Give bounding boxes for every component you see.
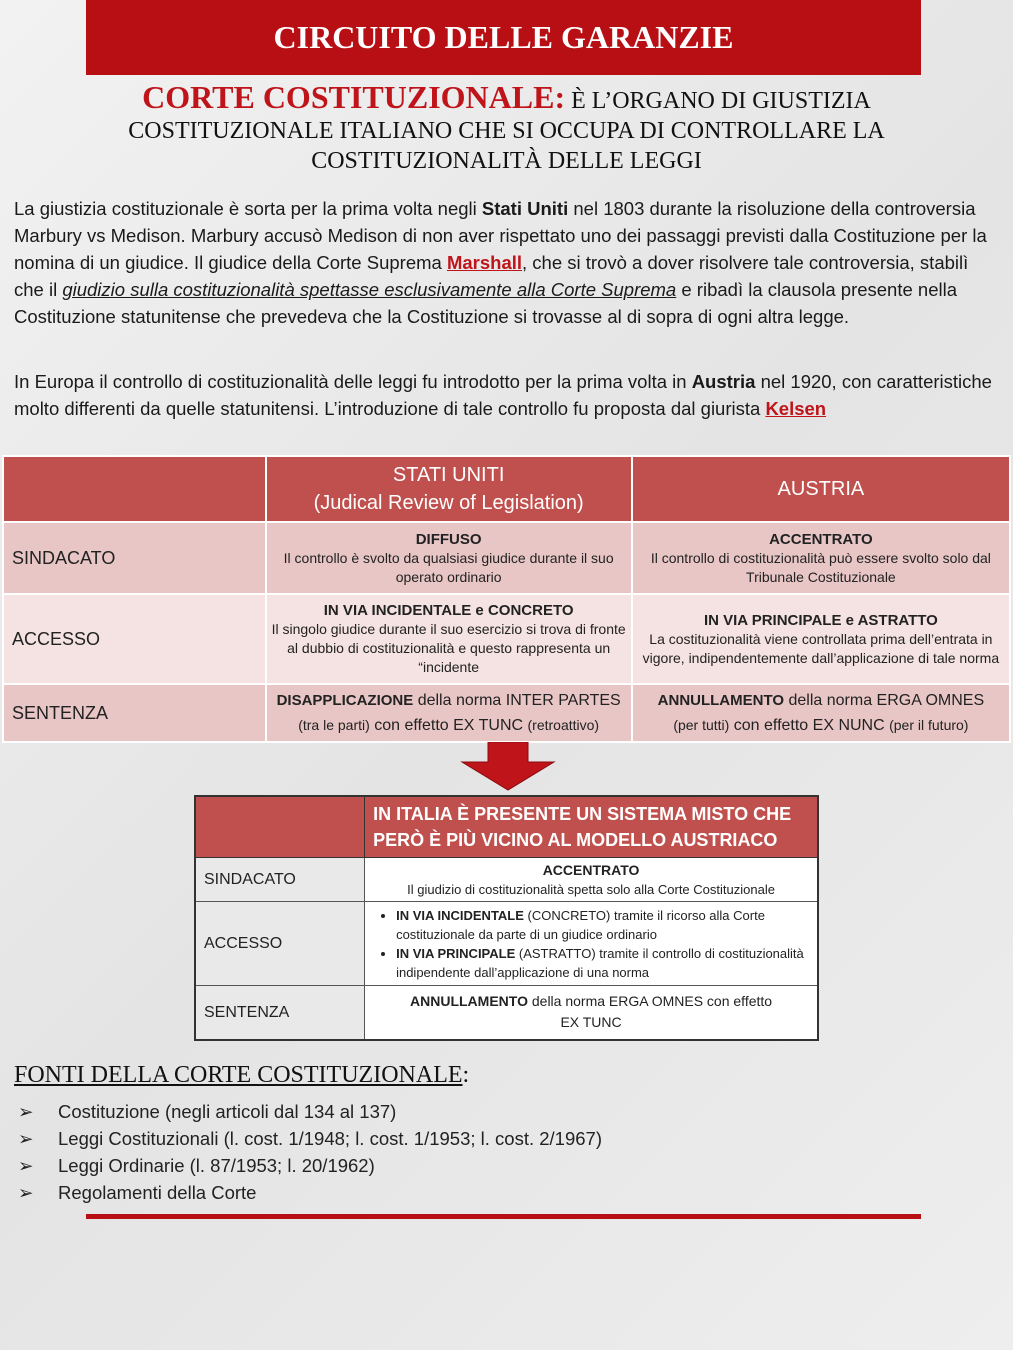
cell bbox=[266, 522, 632, 594]
arrow-bullet-icon: ➢ bbox=[18, 1128, 34, 1149]
list-item bbox=[396, 944, 816, 982]
fonti-list bbox=[18, 1098, 602, 1206]
table-row bbox=[195, 986, 818, 1040]
page-title-banner bbox=[86, 0, 921, 75]
table-header-austria: AUSTRIA bbox=[632, 456, 1010, 522]
list-item-text: Leggi Costituzionali (l. cost. 1/1948; l. cost. 1/1953; l. cost. 2/1967) bbox=[58, 1128, 602, 1149]
para-text: La giustizia costituzionale è sorta per la prima volta negli bbox=[14, 198, 482, 219]
cell-small: (retroattivo) bbox=[527, 717, 600, 733]
fonti-title-text: FONTI DELLA CORTE COSTITUZIONALE bbox=[14, 1062, 463, 1088]
italy-header: IN ITALIA È PRESENTE UN SISTEMA MISTO CHE PERÒ È PIÙ VICINO AL MODELLO AUSTRIACO bbox=[365, 796, 818, 858]
cell-text: Il controllo è svolto da qualsiasi giudice durante il suo operato ordinario bbox=[283, 549, 614, 585]
kelsen-link[interactable]: Kelsen bbox=[765, 398, 827, 419]
cell-small: (tra le parti) bbox=[298, 717, 370, 733]
cell-heading: IN VIA PRINCIPALE e ASTRATTO bbox=[703, 611, 938, 629]
row-label: SENTENZA bbox=[195, 986, 365, 1040]
para-text: e ribadì la clausola presente nella Costituzione statunitense che prevedeva che la Costituzione si trovasse al di sopra di ogni altra legge. bbox=[14, 279, 957, 327]
table-row bbox=[195, 858, 818, 902]
cell bbox=[632, 684, 1010, 742]
cell bbox=[632, 594, 1010, 684]
table-header-empty bbox=[3, 456, 266, 522]
row-label: SINDACATO bbox=[3, 522, 266, 594]
italy-header-empty bbox=[195, 796, 365, 858]
cell-bold: ANNULLAMENTO bbox=[410, 993, 528, 1010]
table-row bbox=[195, 902, 818, 986]
table-row bbox=[3, 522, 1010, 594]
cell bbox=[365, 902, 818, 986]
usa-subtitle: (Judical Review of Legislation) bbox=[313, 492, 584, 514]
cell-text: della norma INTER PARTES bbox=[413, 692, 621, 709]
cell-text: con effetto EX NUNC bbox=[729, 717, 890, 734]
cell bbox=[266, 594, 632, 684]
arrow-bullet-icon: ➢ bbox=[18, 1101, 34, 1122]
cell-text: Il giudizio di costituzionalità spetta solo alla Corte Costituzionale bbox=[407, 881, 775, 897]
comparison-table bbox=[2, 455, 1011, 743]
list-item bbox=[396, 906, 816, 944]
para-bold: Austria bbox=[691, 371, 756, 392]
row-label: SINDACATO bbox=[195, 858, 365, 902]
cell bbox=[266, 684, 632, 742]
cell-text: Il controllo di costituzionalità può essere svolto solo dal Tribunale Costituzionale bbox=[650, 549, 991, 585]
list-item-text: Costituzione (negli articoli dal 134 al 137) bbox=[58, 1101, 397, 1122]
row-label: ACCESSO bbox=[3, 594, 266, 684]
cell bbox=[632, 522, 1010, 594]
para-text: nel 1803 durante la risoluzione della controversia Marbury vs Medison. Marbury accusò Medison di non aver rispettato uno dei passaggi previsti dalla Costituzione per la nomina di un giudice. Il giudice della Corte Suprema bbox=[14, 198, 987, 273]
marshall-link[interactable]: Marshall bbox=[446, 252, 523, 273]
row-label: ACCESSO bbox=[195, 902, 365, 986]
paragraph-usa bbox=[14, 195, 999, 330]
cell-small: (per tutti) bbox=[673, 717, 730, 733]
row-label: SENTENZA bbox=[3, 684, 266, 742]
list-item bbox=[18, 1098, 602, 1125]
subtitle-highlight: CORTE COSTITUZIONALE: bbox=[142, 79, 566, 115]
table-row bbox=[3, 684, 1010, 742]
paragraph-europe bbox=[14, 368, 999, 422]
para-text: In Europa il controllo di costituzionalità delle leggi fu introdotto per la prima volta in bbox=[14, 371, 692, 392]
cell-text: La costituzionalità viene controllata prima dell’entrata in vigore, indipendentemente dall’applicazione di tale norma bbox=[642, 630, 1000, 666]
cell-heading: IN VIA INCIDENTALE e CONCRETO bbox=[323, 602, 574, 619]
down-arrow-icon bbox=[460, 742, 556, 792]
cell-heading: DIFFUSO bbox=[415, 530, 482, 548]
item-bold: IN VIA INCIDENTALE bbox=[396, 907, 524, 923]
para-text: nel 1920, con caratteristiche molto differenti da quelle statunitensi. L’introduzione di tale controllo fu proposta dal giurista bbox=[14, 371, 992, 419]
cell bbox=[365, 858, 818, 902]
italy-table bbox=[194, 795, 819, 1041]
list-item-text: Regolamenti della Corte bbox=[58, 1182, 257, 1203]
cell-bold: DISAPPLICAZIONE bbox=[276, 692, 414, 709]
fonti-title-colon: : bbox=[462, 1062, 470, 1088]
arrow-bullet-icon: ➢ bbox=[18, 1182, 34, 1203]
subtitle-text: È L’ORGANO DI GIUSTIZIA COSTITUZIONALE ITALIANO CHE SI OCCUPA DI CONTROLLARE LA COSTITUZIONALITÀ DELLE LEGGI bbox=[128, 88, 885, 174]
fonti-title bbox=[14, 1062, 469, 1089]
cell bbox=[365, 986, 818, 1040]
cell-heading: ACCENTRATO bbox=[769, 530, 873, 548]
para-text: , che si trovò a dover risolvere tale controversia, stabilì che il bbox=[14, 252, 969, 300]
para-underlined: giudizio sulla costituzionalità spettasse esclusivamente alla Corte Suprema bbox=[62, 279, 677, 300]
arrow-bullet-icon: ➢ bbox=[18, 1155, 34, 1176]
item-text: (CONCRETO) tramite il ricorso alla Corte costituzionale da parte di un giudice ordinario bbox=[396, 907, 765, 942]
item-bold: IN VIA PRINCIPALE bbox=[396, 945, 516, 961]
page-title: CIRCUITO DELLE GARANZIE bbox=[273, 19, 734, 55]
cell-text: della norma ERGA OMNES bbox=[784, 692, 985, 709]
subtitle bbox=[40, 79, 973, 176]
cell-text: con effetto EX TUNC bbox=[369, 717, 528, 734]
table-row bbox=[3, 594, 1010, 684]
cell-small: (per il futuro) bbox=[889, 717, 969, 733]
usa-title: STATI UNITI bbox=[392, 464, 505, 486]
cell-text: della norma ERGA OMNES con effetto EX TUNC bbox=[527, 993, 773, 1031]
list-item bbox=[18, 1125, 602, 1152]
list-item-text: Leggi Ordinarie (l. 87/1953; l. 20/1962) bbox=[58, 1155, 375, 1176]
para-bold: Stati Uniti bbox=[481, 198, 569, 219]
table-header-usa bbox=[266, 456, 632, 522]
item-text: (ASTRATTO) tramite il controllo di costituzionalità indipendente dall’applicazione di una norma bbox=[396, 945, 804, 980]
cell-text: Il singolo giudice durante il suo esercizio si trova di fronte al dubbio di costituzionalità e questo rappresenta un “incidente bbox=[271, 621, 626, 675]
list-item bbox=[18, 1179, 602, 1206]
cell-bold: ANNULLAMENTO bbox=[657, 692, 785, 709]
cell-heading: ACCENTRATO bbox=[542, 861, 640, 878]
bottom-divider bbox=[86, 1214, 921, 1219]
list-item bbox=[18, 1152, 602, 1179]
access-list bbox=[366, 906, 816, 982]
